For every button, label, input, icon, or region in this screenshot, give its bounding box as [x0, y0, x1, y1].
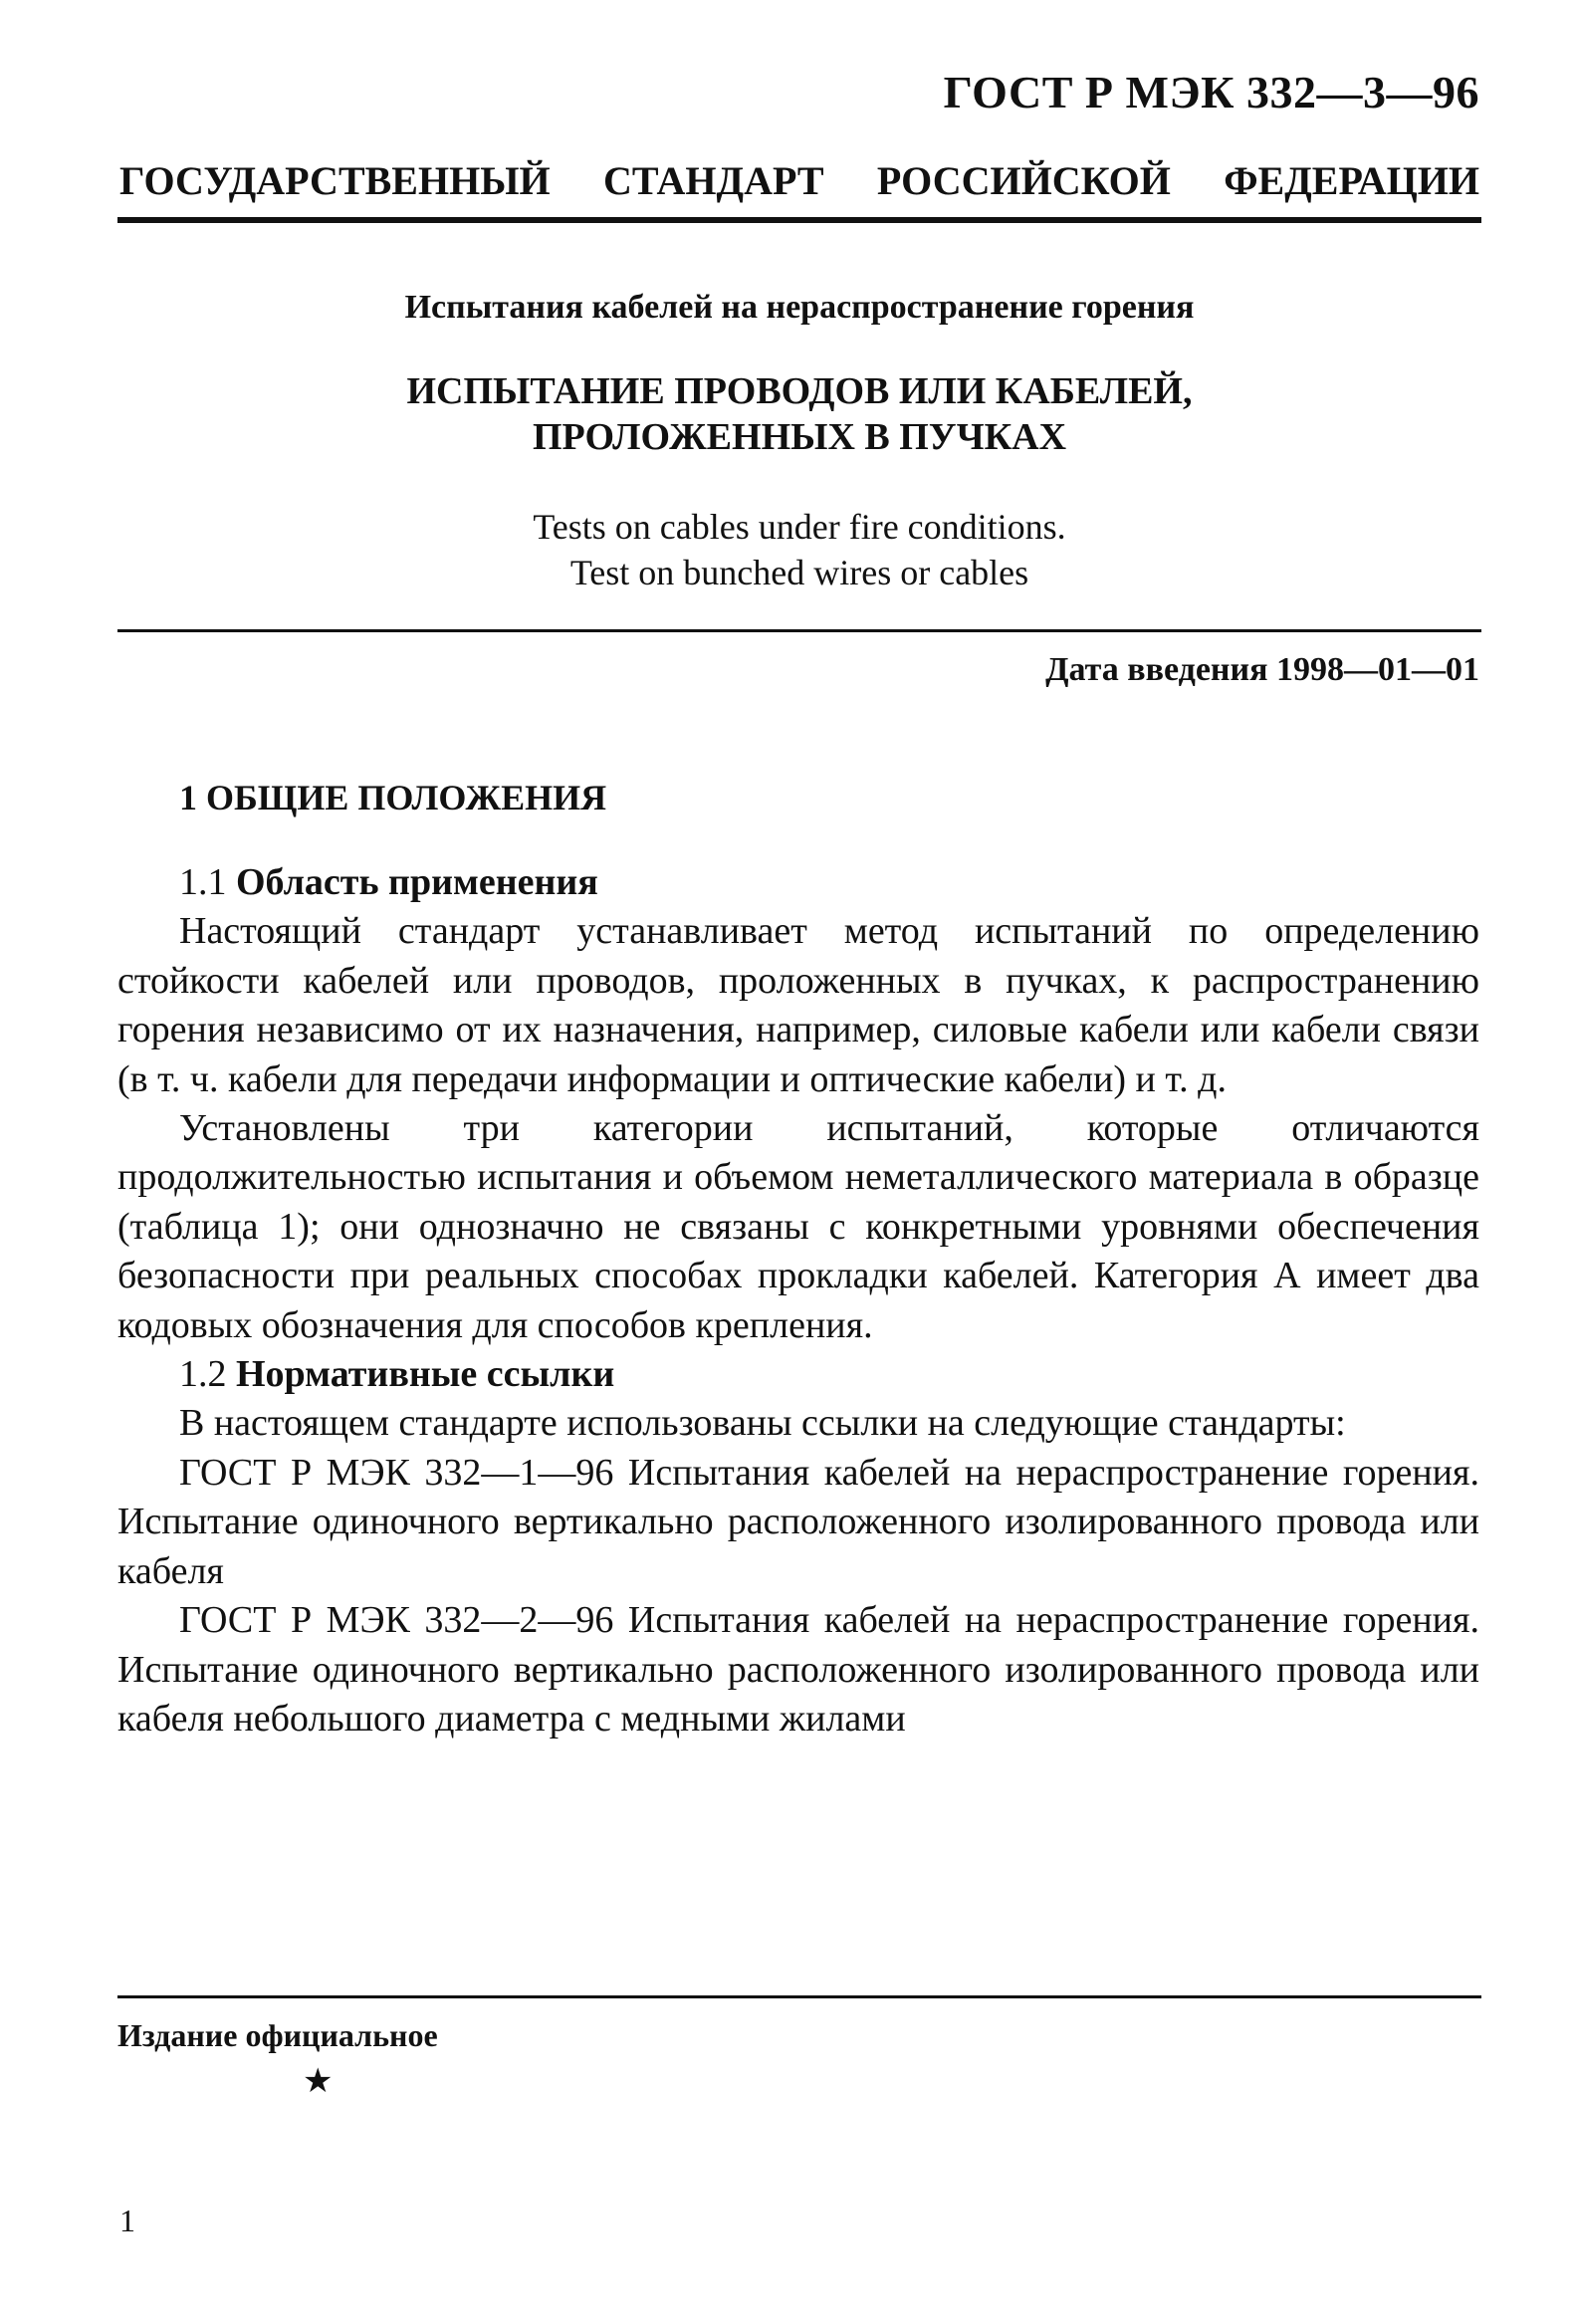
- subsection-heading-1-2: [117, 1350, 1479, 1399]
- main-title: [117, 368, 1481, 460]
- title-divider: [117, 629, 1481, 632]
- english-title-line-2: Test on bunched wires or cables: [569, 553, 1029, 592]
- subsection-number: 1.1: [179, 861, 227, 903]
- paragraph: Настоящий стандарт устанавливает метод испытаний по определению стойкости кабелей или проводов, проложенных в пучках, к распространению горения независимо от их назначения, например, силовые кабели или кабели связи (в т. ч. кабели для передачи информации и оптические кабели) и т. д.: [117, 910, 1479, 1100]
- subsection-title: Нормативные ссылки: [236, 1353, 615, 1396]
- state-standard-word-1: ГОСУДАРСТВЕННЫЙ: [119, 158, 551, 203]
- english-title-line-1: Tests on cables under fire conditions.: [533, 507, 1066, 547]
- series-title: Испытания кабелей на нераспространение горения: [404, 289, 1195, 326]
- reference-item: ГОСТ Р МЭК 332—2—96 Испытания кабелей на нераспространение горения. Испытание одиночного вертикально расположенного изолированного провода или кабеля небольшого диаметра с медными жилами: [117, 1599, 1479, 1740]
- state-standard-heading: [119, 157, 1479, 204]
- page-number: 1: [119, 2203, 135, 2238]
- star-icon: ★: [303, 2063, 334, 2100]
- english-title: [117, 504, 1481, 595]
- state-standard-word-2: СТАНДАРТ: [602, 158, 824, 203]
- reference-item: ГОСТ Р МЭК 332—1—96 Испытания кабелей на нераспространение горения. Испытание одиночного вертикально расположенного изолированного провода или кабеля: [117, 1451, 1479, 1592]
- subsection-heading-1-1: [117, 858, 1479, 907]
- section-heading: 1 ОБЩИЕ ПОЛОЖЕНИЯ: [179, 778, 607, 817]
- edition-label: Издание официальное: [117, 2017, 438, 2053]
- body-text: [117, 858, 1479, 1743]
- subsection-number: 1.2: [179, 1353, 227, 1396]
- footer-divider: [117, 1995, 1481, 1998]
- main-title-line-2: ПРОЛОЖЕННЫХ В ПУЧКАХ: [532, 416, 1067, 458]
- paragraph: Установлены три категории испытаний, которые отличаются продолжительностью испытания и объемом неметаллического материала в образце (таблица 1); они однозначно не связаны с конкретными уровнями обеспечения безопасности при реальных способах прокладки кабелей. Категория А имеет два кодовых обозначения для способов крепления.: [117, 1107, 1479, 1346]
- main-title-line-1: ИСПЫТАНИЕ ПРОВОДОВ ИЛИ КАБЕЛЕЙ,: [406, 370, 1193, 412]
- header-divider: [117, 217, 1481, 223]
- intro-date: Дата введения 1998—01—01: [1045, 651, 1479, 688]
- state-standard-word-3: РОССИЙСКОЙ: [876, 158, 1171, 203]
- gost-code: ГОСТ Р МЭК 332—3—96: [943, 67, 1479, 117]
- state-standard-word-4: ФЕДЕРАЦИИ: [1224, 158, 1479, 203]
- subsection-title: Область применения: [236, 861, 598, 903]
- paragraph: В настоящем стандарте использованы ссылки на следующие стандарты:: [179, 1402, 1346, 1445]
